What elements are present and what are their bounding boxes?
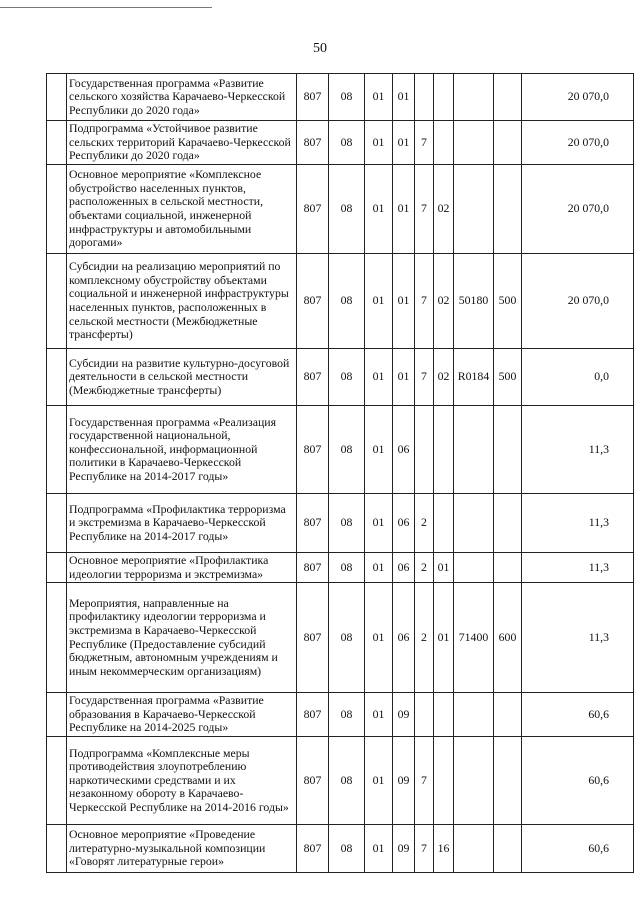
code-cell-c2: 08 [329,737,365,825]
table-row [47,74,634,121]
code-cell-c3: 01 [365,583,393,693]
code-cell-c6 [434,737,454,825]
code-cell-c5: 7 [415,254,434,349]
code-cell-c3: 01 [365,825,393,873]
code-cell-c5: 7 [415,825,434,873]
code-cell-c2: 08 [329,121,365,165]
code-cell-c8 [494,553,522,583]
code-cell-c3: 01 [365,406,393,494]
code-cell-c6: 02 [434,254,454,349]
amount-cell: 11,3 [522,553,634,583]
code-cell-c2: 08 [329,494,365,553]
code-cell-c2: 08 [329,693,365,737]
row-title-cell: Подпрограмма «Профилактика терроризма и экстремизма в Карачаево-Черкесской Республике на 2014-2017 годы» [67,494,297,553]
code-cell-c4: 09 [393,737,415,825]
code-cell-c3: 01 [365,254,393,349]
code-cell-c5: 7 [415,121,434,165]
code-cell-c4: 01 [393,254,415,349]
code-cell-c2: 08 [329,583,365,693]
code-cell-c8: 500 [494,349,522,406]
code-cell-c4: 06 [393,553,415,583]
code-cell-c7: R0184 [454,349,494,406]
code-cell-c8 [494,494,522,553]
code-cell-c1: 807 [297,349,329,406]
row-title-cell: Подпрограмма «Комплексные меры противодействия злоупотреблению наркотическими средствами и их незаконному обороту в Карачаево-Черкесской Республике на 2014-2016 годы» [67,737,297,825]
code-cell-c6: 02 [434,165,454,254]
code-cell-c8 [494,693,522,737]
row-title-cell: Субсидии на развитие культурно-досуговой деятельности в сельской местности (Межбюджетные трансферты) [67,349,297,406]
code-cell-c7: 50180 [454,254,494,349]
blank-cell [47,406,67,494]
table-row [47,737,634,825]
code-cell-c3: 01 [365,494,393,553]
row-title-cell: Основное мероприятие «Проведение литературно-музыкальной композиции «Говорят литературные герои» [67,825,297,873]
code-cell-c1: 807 [297,583,329,693]
code-cell-c5 [415,406,434,494]
row-title-cell: Государственная программа «Реализация государственной национальной, конфессиональной, информационной политики в Карачаево-Черкесской Республике на 2014-2017 годы» [67,406,297,494]
row-title-cell: Государственная программа «Развитие сельского хозяйства Карачаево-Черкесской Республики до 2020 года» [67,74,297,121]
code-cell-c3: 01 [365,74,393,121]
amount-cell: 11,3 [522,494,634,553]
code-cell-c5 [415,74,434,121]
top-rule [0,7,212,8]
table-row [47,553,634,583]
table-row [47,825,634,873]
code-cell-c5 [415,693,434,737]
code-cell-c2: 08 [329,349,365,406]
code-cell-c1: 807 [297,254,329,349]
code-cell-c4: 06 [393,494,415,553]
blank-cell [47,165,67,254]
code-cell-c3: 01 [365,693,393,737]
row-title-cell: Мероприятия, направленные на профилактику идеологии терроризма и экстремизма в Карачаево-Черкесской Республике (Предоставление субсидий бюджетным, автономным учреждениям и иным некоммерческим организациям) [67,583,297,693]
code-cell-c1: 807 [297,494,329,553]
amount-cell: 60,6 [522,693,634,737]
table-row [47,406,634,494]
code-cell-c2: 08 [329,825,365,873]
code-cell-c5: 2 [415,553,434,583]
code-cell-c8 [494,165,522,254]
code-cell-c6 [434,406,454,494]
code-cell-c2: 08 [329,406,365,494]
code-cell-c8 [494,737,522,825]
code-cell-c8: 500 [494,254,522,349]
code-cell-c5: 7 [415,165,434,254]
code-cell-c6: 01 [434,583,454,693]
budget-table [46,73,634,873]
code-cell-c4: 01 [393,74,415,121]
code-cell-c2: 08 [329,254,365,349]
row-title-cell: Государственная программа «Развитие образования в Карачаево-Черкесской Республике на 2014-2025 годы» [67,693,297,737]
amount-cell: 11,3 [522,406,634,494]
blank-cell [47,74,67,121]
code-cell-c7 [454,693,494,737]
code-cell-c1: 807 [297,693,329,737]
code-cell-c4: 01 [393,165,415,254]
amount-cell: 20 070,0 [522,121,634,165]
blank-cell [47,349,67,406]
code-cell-c1: 807 [297,121,329,165]
code-cell-c6 [434,494,454,553]
blank-cell [47,121,67,165]
code-cell-c7: 71400 [454,583,494,693]
code-cell-c4: 06 [393,583,415,693]
code-cell-c5: 7 [415,737,434,825]
code-cell-c6: 02 [434,349,454,406]
code-cell-c3: 01 [365,737,393,825]
code-cell-c1: 807 [297,553,329,583]
amount-cell: 11,3 [522,583,634,693]
code-cell-c2: 08 [329,74,365,121]
table-row [47,121,634,165]
code-cell-c1: 807 [297,406,329,494]
code-cell-c8 [494,74,522,121]
row-title-cell: Основное мероприятие «Профилактика идеологии терроризма и экстремизма» [67,553,297,583]
table-row [47,583,634,693]
code-cell-c8 [494,121,522,165]
code-cell-c8: 600 [494,583,522,693]
code-cell-c5: 7 [415,349,434,406]
code-cell-c5: 2 [415,583,434,693]
code-cell-c6 [434,693,454,737]
code-cell-c6: 01 [434,553,454,583]
code-cell-c4: 01 [393,121,415,165]
code-cell-c7 [454,494,494,553]
amount-cell: 20 070,0 [522,165,634,254]
row-title-cell: Основное мероприятие «Комплексное обустройство населенных пунктов, расположенных в сельской местности, объектами социальной, инженерной инфраструктуры и автомобильными дорогами» [67,165,297,254]
blank-cell [47,825,67,873]
code-cell-c7 [454,165,494,254]
code-cell-c3: 01 [365,165,393,254]
blank-cell [47,254,67,349]
code-cell-c4: 09 [393,693,415,737]
code-cell-c6 [434,121,454,165]
code-cell-c4: 06 [393,406,415,494]
code-cell-c7 [454,406,494,494]
amount-cell: 60,6 [522,737,634,825]
code-cell-c1: 807 [297,74,329,121]
code-cell-c1: 807 [297,165,329,254]
amount-cell: 20 070,0 [522,74,634,121]
table-row [47,165,634,254]
code-cell-c7 [454,74,494,121]
code-cell-c6: 16 [434,825,454,873]
amount-cell: 0,0 [522,349,634,406]
blank-cell [47,737,67,825]
table-row [47,494,634,553]
blank-cell [47,553,67,583]
code-cell-c7 [454,737,494,825]
table-row [47,349,634,406]
row-title-cell: Подпрограмма «Устойчивое развитие сельских территорий Карачаево-Черкесской Республики до 2020 года» [67,121,297,165]
table-row [47,254,634,349]
code-cell-c3: 01 [365,553,393,583]
blank-cell [47,583,67,693]
code-cell-c8 [494,406,522,494]
code-cell-c1: 807 [297,737,329,825]
table-row [47,693,634,737]
code-cell-c4: 09 [393,825,415,873]
code-cell-c3: 01 [365,121,393,165]
code-cell-c7 [454,825,494,873]
code-cell-c2: 08 [329,165,365,254]
code-cell-c1: 807 [297,825,329,873]
amount-cell: 60,6 [522,825,634,873]
code-cell-c7 [454,553,494,583]
code-cell-c5: 2 [415,494,434,553]
code-cell-c4: 01 [393,349,415,406]
page-number: 50 [313,41,327,56]
row-title-cell: Субсидии на реализацию мероприятий по комплексному обустройству объектами социальной и инженерной инфраструктуры населенных пунктов, расположенных в сельской местности (Межбюджетные трансферты) [67,254,297,349]
code-cell-c2: 08 [329,553,365,583]
code-cell-c6 [434,74,454,121]
code-cell-c3: 01 [365,349,393,406]
code-cell-c7 [454,121,494,165]
amount-cell: 20 070,0 [522,254,634,349]
code-cell-c8 [494,825,522,873]
blank-cell [47,494,67,553]
blank-cell [47,693,67,737]
